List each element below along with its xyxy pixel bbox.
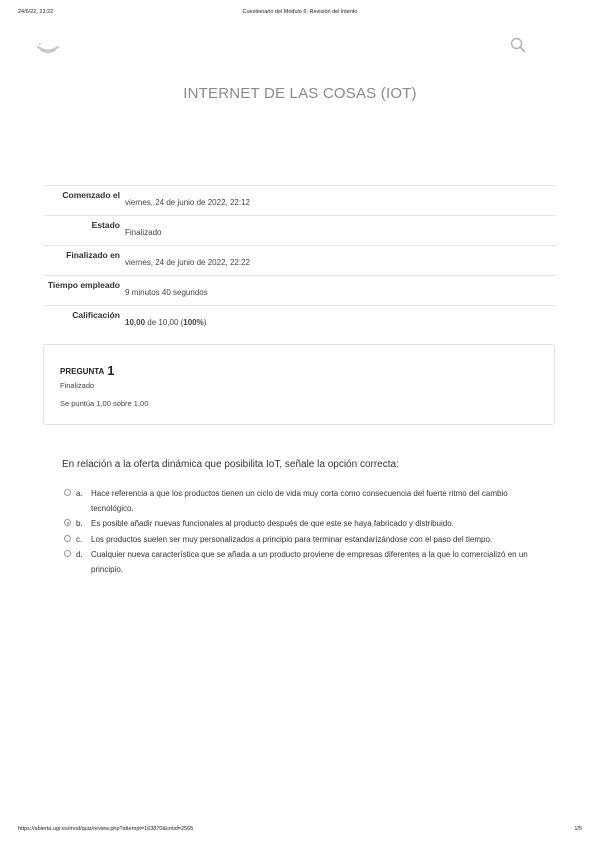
grade-value: 10,00 [125, 318, 146, 327]
answer-letter: a. [76, 489, 83, 498]
answer-option-a[interactable] [64, 487, 544, 516]
search-icon[interactable] [510, 37, 526, 53]
summary-label: Comenzado el [62, 190, 120, 200]
question-info-box [43, 344, 555, 425]
summary-value [125, 306, 556, 336]
answer-letter: c. [76, 534, 83, 544]
answer-option-b[interactable] [64, 517, 544, 532]
question-grade: Se puntúa 1,00 sobre 1,00 [60, 399, 149, 408]
print-page-number: 1/5 [574, 826, 582, 832]
summary-value: viernes, 24 de junio de 2022, 22:22 [125, 258, 250, 267]
summary-row-state [44, 216, 556, 246]
summary-value: viernes, 24 de junio de 2022, 22:12 [125, 198, 250, 207]
answer-text: Los productos suelen ser muy personalizados a principio para terminar estandarizándose con el paso del tiempo. [91, 534, 493, 544]
question-state: Finalizado [60, 381, 95, 390]
answer-list [64, 487, 544, 578]
radio-button-d[interactable] [64, 550, 71, 557]
question-number: 1 [107, 363, 115, 378]
grade-percent: 100% [183, 318, 204, 327]
radio-button-c[interactable] [64, 535, 71, 542]
question-label-text: PREGUNTA [60, 367, 105, 376]
answer-letter: d. [76, 550, 83, 559]
summary-value: 9 minutos 40 segundos [125, 288, 208, 297]
radio-button-b-selected[interactable] [64, 519, 71, 526]
question-text: En relación a la oferta dinámica que posibilita IoT, señale la opción correcta: [62, 459, 399, 470]
radio-button-a[interactable] [64, 489, 71, 496]
summary-label: Finalizado en [66, 250, 120, 260]
summary-value: Finalizado [125, 228, 162, 237]
answer-text: Hace referencia a que los productos tienen un ciclo de vida muy corta como consecuencia del fuerte ritmo del cambio tecnológico. [91, 489, 508, 513]
answer-text: Cualquier nueva característica que se añada a un producto proviene de empresas diferentes a la que lo comercializó en un principio. [91, 550, 528, 574]
answer-option-d[interactable] [64, 548, 544, 577]
logo-icon[interactable] [35, 38, 61, 56]
answer-letter: b. [76, 519, 83, 528]
summary-row-time-taken [44, 276, 556, 306]
print-footer [18, 826, 582, 836]
print-url: https://abierta.ugr.es/mod/quiz/review.php?attempt=163870&cmid=2565 [18, 826, 194, 832]
answer-option-c[interactable] [64, 533, 544, 548]
print-doc-title: Cuestionario del Módulo 6: Revisión del intento [242, 9, 358, 15]
summary-label: Estado [91, 220, 120, 230]
attempt-summary-table [44, 185, 556, 336]
summary-row-finished [44, 246, 556, 276]
summary-row-grade [44, 306, 556, 336]
summary-label: Tiempo empleado [47, 280, 120, 290]
grade-end: ) [203, 318, 207, 327]
print-header [18, 9, 582, 19]
summary-row-started [44, 186, 556, 216]
answer-text: Es posible añadir nuevas funcionales al producto después de que este se haya fabricado y distribuido. [91, 519, 454, 528]
course-title: INTERNET DE LAS COSAS (IOT) [183, 85, 417, 102]
summary-label: Calificación [72, 310, 120, 320]
grade-mid: de 10,00 ( [145, 318, 184, 327]
print-date: 24/6/22, 22:22 [18, 9, 54, 15]
question-label [60, 363, 115, 378]
